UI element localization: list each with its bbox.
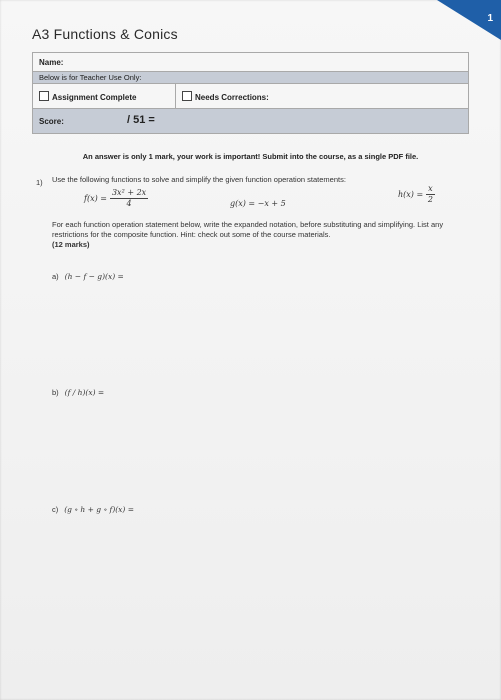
- assignment-complete-cell[interactable]: [33, 84, 176, 109]
- function-f-lhs: f(x) =: [84, 193, 107, 203]
- marks-label: (12 marks): [52, 240, 90, 249]
- part-a-expression: (h − f − g)(x) =: [64, 272, 124, 281]
- instructions-text: For each function operation statement below, write the expanded notation, before substituting and simplifying. List any restrictions for the composite function. Hint: check out some of the course materials.: [52, 220, 444, 239]
- name-field[interactable]: Name:: [33, 53, 469, 72]
- score-value: / 51 =: [127, 114, 155, 126]
- function-h: [398, 183, 435, 205]
- function-h-fraction: [426, 183, 435, 205]
- function-f-fraction: [110, 187, 148, 209]
- needs-corrections-cell[interactable]: [176, 84, 469, 109]
- needs-corrections-checkbox[interactable]: [182, 91, 192, 101]
- teacher-info-table: [32, 52, 469, 134]
- assignment-complete-label: Assignment Complete: [52, 92, 137, 102]
- function-f-numerator: 3x² + 2x: [111, 188, 147, 197]
- part-c-expression: (g ∘ h + g ∘ f)(x) =: [64, 505, 135, 514]
- part-b-label: b): [52, 388, 59, 397]
- teacher-use-label: Below is for Teacher Use Only:: [33, 72, 469, 84]
- part-c-label: c): [52, 505, 59, 514]
- function-g: g(x) = −x + 5: [230, 199, 286, 208]
- part-c: [52, 505, 134, 514]
- part-b: [52, 388, 104, 397]
- submission-note: An answer is only 1 mark, your work is important! Submit into the course, as a single PDF file.: [82, 152, 419, 161]
- score-field[interactable]: [33, 109, 469, 134]
- part-a-label: a): [52, 272, 59, 281]
- assignment-complete-checkbox[interactable]: [39, 91, 49, 101]
- function-h-lhs: h(x) =: [398, 189, 424, 199]
- page-title: A3 Functions & Conics: [32, 26, 178, 42]
- question-number: 1): [36, 178, 43, 187]
- part-a: [52, 272, 124, 281]
- function-f: [84, 187, 148, 209]
- score-label: Score:: [39, 116, 64, 126]
- instructions: [52, 220, 468, 250]
- function-f-denominator: 4: [126, 199, 132, 208]
- page-number: 1: [487, 13, 493, 24]
- function-h-denominator: 2: [427, 195, 433, 204]
- function-h-numerator: x: [428, 184, 433, 193]
- part-b-expression: (f / h)(x) =: [64, 388, 105, 397]
- needs-corrections-label: Needs Corrections:: [195, 92, 269, 102]
- question-intro: Use the following functions to solve and simplify the given function operation statements:: [52, 175, 346, 184]
